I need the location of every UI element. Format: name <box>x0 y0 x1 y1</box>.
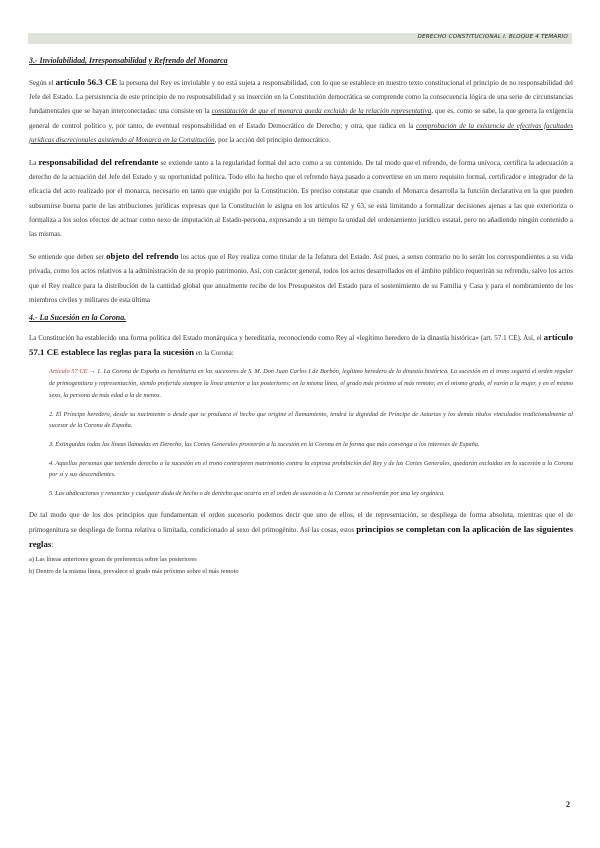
quote-item <box>49 458 573 481</box>
quote-item <box>49 488 573 500</box>
quote-text: 2. El Príncipe heredero, desde su nacimiento o desde que se produzca el hecho que origine el llamamiento, tendrá la dignidad de Príncipe de Asturias y los demás títulos vinculados tradicionalmente al sucesor de la Corona de España. <box>49 410 573 430</box>
text: De tal modo que de los dos principios que fundamentan el orden sucesorio podemos decir que uno de ellos, el de representación, se despliega de forma absoluta, mientras que el de primogenitura se despliega de forma relativa o limitada, condicionado al sexo del primogénito. Así las cosas, estos <box>29 510 573 534</box>
section-4-paragraph-2 <box>29 508 573 553</box>
text: se extiende tanto a la regularidad formal del acto como a su contenido. De tal modo que el refrendo, de forma unívoca, certifica la adecuación a derecho de la actuación del Jefe del Estado y su oportunidad política. Todo ello ha hecho que el refrendo haya pasado a convertirse en un mero requisito formal, certificador e integrador de la eficacia del acto realizado por el monarca, necesario en tanto que exigido por la Constitución. Es preciso constatar que cuando el Monarca desarrolla la función declarativa en la que pueden subsumirse buena parte de las atribuciones jurídicas expresas que la Constitución le asigna en los artículos 62 y 63, se está limitando a formalizar decisiones ajenas a las que exterioriza o formaliza a los solos efectos de actuar como nexo de imputación al Estado-persona, expresando a un tiempo la unidad del ordenamiento jurídico estatal, pero no añadiendo ningún contenido a las mismas. <box>29 159 574 239</box>
quote-item <box>49 409 573 432</box>
text: Se entiende que deben ser <box>29 253 107 262</box>
bold-term: artículo 57.1 CE establece las reglas para la sucesión <box>29 332 573 358</box>
section-3-paragraph-1 <box>29 75 573 147</box>
text: , por la acción del principio democrático. <box>214 135 331 144</box>
quote-text: 4. Aquellas personas que teniendo derecho a la sucesión en el trono contrajeren matrimonio contra la expresa prohibición del Rey y de las Cortes Generales, quedarán excluidas en la sucesión a la Corona por sí y sus descendientes. <box>49 459 573 479</box>
bold-term: objeto del refrendo <box>106 251 179 262</box>
section-3-paragraph-3 <box>29 249 573 307</box>
article-reference: Artículo 57 CE <box>49 368 88 376</box>
quote-text: 5. Las abdicaciones y renuncias y cualquier duda de hecho o de derecho que ocurra en el orden de sucesión a la Corona se resolverán por una ley orgánica. <box>49 490 445 498</box>
rule-item: a) Las líneas anteriores gozan de preferencia sobre las posteriores <box>29 556 197 564</box>
article-57-quote <box>29 366 573 499</box>
page-content <box>29 56 573 578</box>
rule-item: b) Dentro de la misma línea, prevalece el grado más próximo sobre el más remoto <box>29 568 239 576</box>
underlined-phrase: comprobación de la existencia de efectivas facultades jurídicas discrecionales asistiendo al Monarca en la Constitución <box>29 121 573 144</box>
section-4-paragraph-1 <box>29 330 573 360</box>
quote-text: 3. Extinguidas todas las líneas llamadas en Derecho, las Cortes Generales proveerán a la sucesión en la Corona en la forma que más convenga a los intereses de España. <box>49 440 480 448</box>
header-text: DERECHO CONSTITUCIONAL I. BLOQUE 4 TEMARIO <box>417 34 568 40</box>
quote-item <box>49 439 573 451</box>
text: en la Corona: <box>194 349 234 358</box>
text: los actos que el Rey realiza como titular de la Jefatura del Estado. Así pues, a sensu contrario no lo serán los correspondientes a su vida privada, como los actos relativos a la administración de su propio patrimonio. Así, con carácter general, todos los actos desarrollados en el ámbito público requerirán su refrendo, salvo los actos que el Rey realice para la distribución de la cantidad global que anualmente recibe de los Presupuestos del Estado para el sostenimiento de su Familia y Casa y para el nombramiento de los miembros civiles y militares de esta última <box>29 253 573 304</box>
quote-text: 1. La Corona de España es hereditaria en los sucesores de S. M. Don Juan Carlos I de Borbón, legítimo heredero de la dinastía histórica. La sucesión en el trono seguirá el orden regular de primogenitura y representación, siendo preferida siempre la línea anterior a las posteriores; en la misma línea, el grado más próximo al más remoto; en el mismo grado, el varón a la mujer, y en el mismo sexo, la persona de más edad a la de menos. <box>49 368 573 399</box>
text: , que es, como se sabe, la que genera la exigencia general de control político y, por tanto, de eventual responsabilidad en el Estado Democrático de Derecho; y otra, que radica en la <box>29 107 573 130</box>
text: la persona del Rey es inviolable y no está sujeta a responsabilidad, con lo que se establece en nuestro texto constitucional el principio de no responsabilidad del Jefe del Estado. La persistencia de este principio de no responsabilidad y su inserción en la Constitución democrática se comprende como la consecuencia lógica de una serie de circunstancias fundamentales que se hayan interconectadas: una consiste en la <box>29 79 573 116</box>
text: Según el <box>29 79 56 87</box>
text: La Constitución ha establecido una forma política del Estado monárquica y hereditaria, reconociendo como Rey al «legítimo heredero de la dinastía histórica» (art. 57.1 CE). Así, el <box>29 334 544 343</box>
section-3-title: 3.- Inviolabilidad, Irresponsabilidad y Refrendo del Monarca <box>29 56 228 65</box>
underlined-phrase: constatación de que el monarca queda excluido de la relación representativa <box>211 107 432 116</box>
section-3-paragraph-2 <box>29 155 573 241</box>
bold-term: artículo 56.3 CE <box>55 77 118 87</box>
quote-item <box>49 366 573 401</box>
arrow-icon: → <box>87 368 98 376</box>
rules-list <box>29 554 573 578</box>
page-number: 2 <box>566 800 570 809</box>
text: La <box>29 159 39 168</box>
text: : <box>51 541 54 550</box>
bold-term: principios se completan con la aplicación de las siguientes reglas <box>29 523 573 550</box>
bold-term: responsabilidad del refrendante <box>38 157 159 168</box>
section-4-title: 4.- La Sucesión en la Corona. <box>29 313 127 323</box>
